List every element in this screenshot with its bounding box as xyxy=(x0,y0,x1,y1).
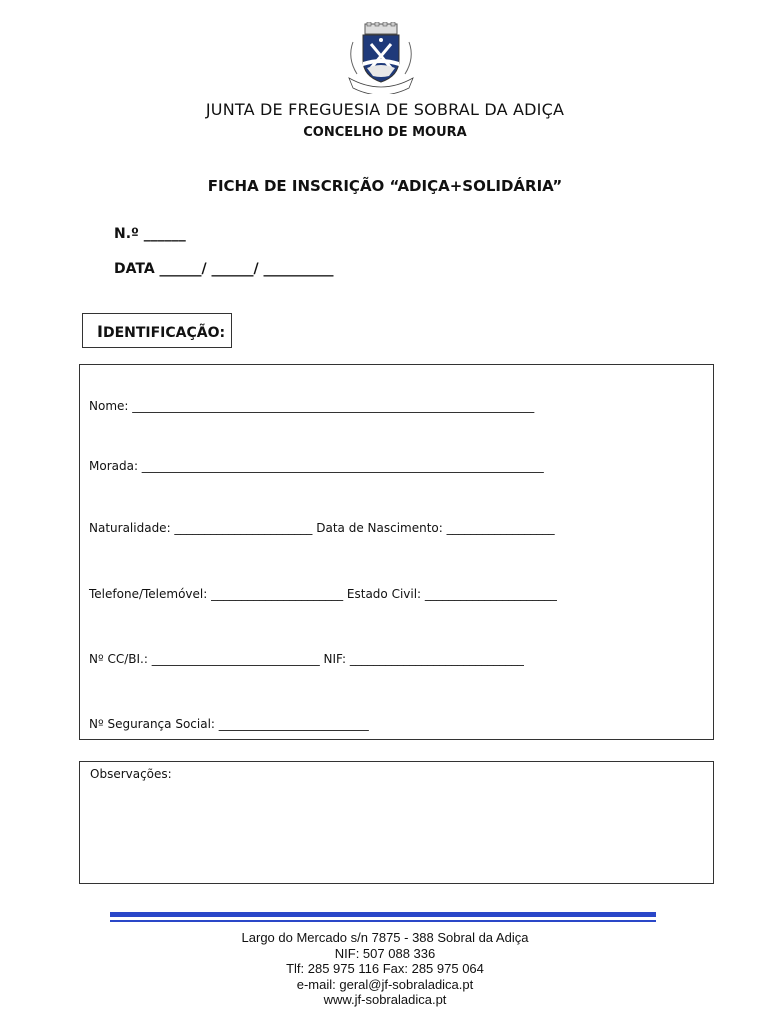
section-heading-initial: I xyxy=(97,322,103,341)
form-title: FICHA DE INSCRIÇÃO “ADIÇA+SOLIDÁRIA” xyxy=(207,177,563,195)
footer-divider-thick xyxy=(110,912,656,917)
coat-of-arms-icon xyxy=(343,22,419,94)
footer-phone-fax: Tlf: 285 975 116 Fax: 285 975 064 xyxy=(286,961,484,977)
footer-divider-thin xyxy=(110,920,656,922)
footer-email: e-mail: geral@jf-sobraladica.pt xyxy=(296,976,474,992)
telefone-estado-civil-field[interactable]: Telefone/Telemóvel: ______________________ Estado Civil: ______________________ xyxy=(89,587,557,601)
observacoes-box[interactable] xyxy=(79,761,714,884)
section-heading-rest: DENTIFICAÇÃO: xyxy=(102,325,226,341)
observacoes-label: Observações: xyxy=(90,767,172,781)
footer-address: Largo do Mercado s/n 7875 - 388 Sobral da Adiça xyxy=(241,930,529,945)
form-date-field[interactable]: DATA ______/ ______/ __________ xyxy=(114,261,334,277)
section-heading-identificacao xyxy=(82,313,232,348)
morada-field[interactable]: Morada: ___________________________________________________________________ xyxy=(89,459,544,473)
footer-website: www.jf-sobraladica.pt xyxy=(323,992,447,1008)
form-number-field[interactable]: N.º ______ xyxy=(114,226,186,242)
cc-nif-field[interactable]: Nº CC/BI.: ____________________________ NIF: _____________________________ xyxy=(89,652,524,666)
footer-nif: NIF: 507 088 336 xyxy=(334,945,436,961)
header-subtitle: CONCELHO DE MOURA xyxy=(303,125,467,140)
header-title: JUNTA DE FREGUESIA DE SOBRAL DA ADIÇA xyxy=(205,100,565,119)
seguranca-social-field[interactable]: Nº Segurança Social: _________________________ xyxy=(89,717,369,731)
identification-box xyxy=(79,364,714,740)
footer-contact xyxy=(0,930,770,1008)
nome-field[interactable]: Nome: ___________________________________________________________________ xyxy=(89,399,535,413)
naturalidade-nascimento-field[interactable]: Naturalidade: _______________________ Data de Nascimento: __________________ xyxy=(89,521,555,535)
